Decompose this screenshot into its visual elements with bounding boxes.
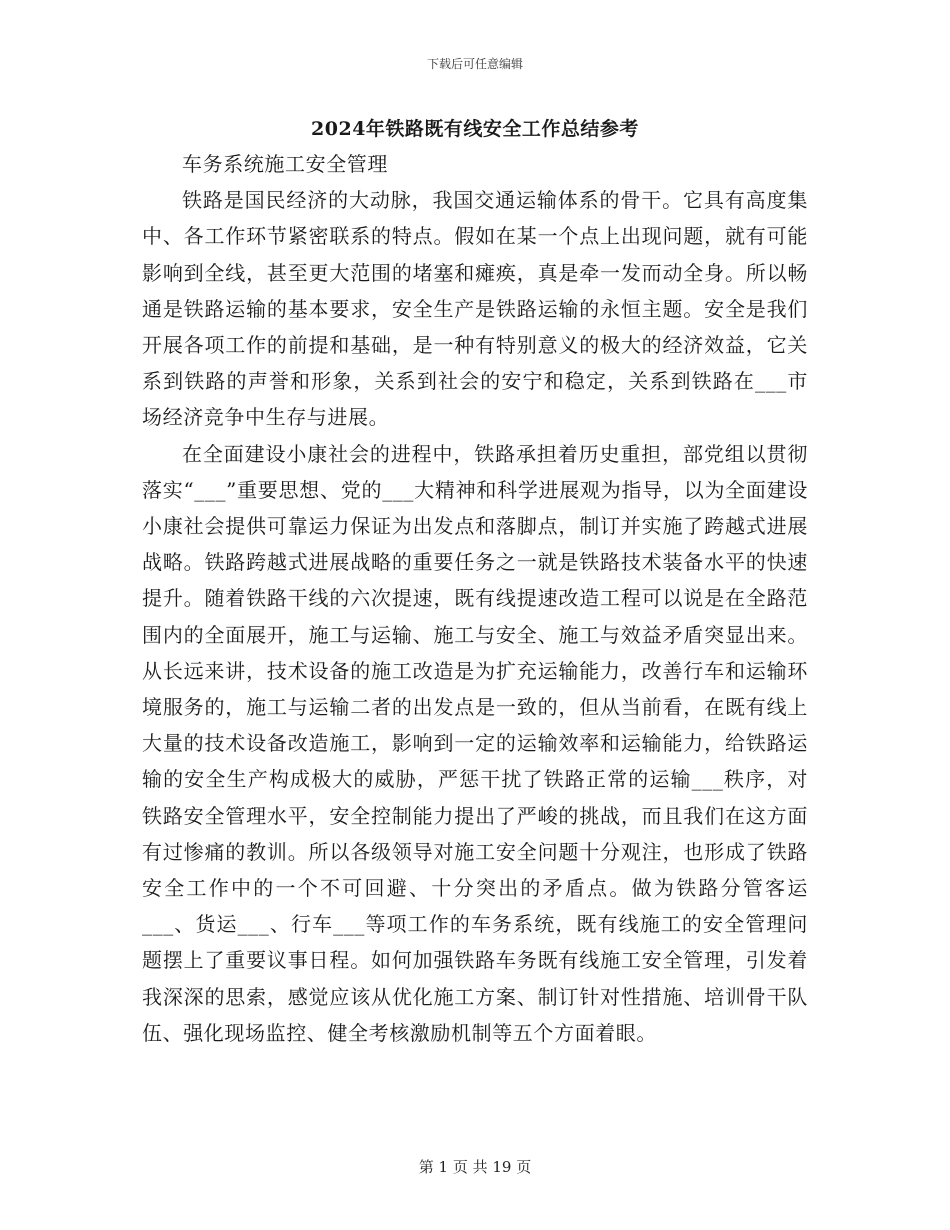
document-body: [142, 146, 808, 1051]
body-paragraph-2: 在全面建设小康社会的进程中，铁路承担着历史重担，部党组以贯彻落实“___”重要思想、党的___大精神和科学进展观为指导，以为全面建设小康社会提供可靠运力保证为出发点和落脚点，制订并实施了跨越式进展战略。铁路跨越式进展战略的重要任务之一就是铁路技术装备水平的快速提升。随着铁路干线的六次提速，既有线提速改造工程可以说是在全路范围内的全面展开，施工与运输、施工与安全、施工与效益矛盾突显出来。从长远来讲，技术设备的施工改造是为扩充运输能力，改善行车和运输环境服务的，施工与运输二者的出发点是一致的，但从当前看，在既有线上大量的技术设备改造施工，影响到一定的运输效率和运输能力，给铁路运输的安全生产构成极大的威胁，严惩干扰了铁路正常的运输___秩序，对铁路安全管理水平，安全控制能力提出了严峻的挑战，而且我们在这方面有过惨痛的教训。所以各级领导对施工安全问题十分观注，也形成了铁路安全工作中的一个不可回避、十分突出的矛盾点。做为铁路分管客运___、货运___、行车___等项工作的车务系统，既有线施工的安全管理问题摆上了重要议事日程。如何加强铁路车务既有线施工安全管理，引发着我深深的思索，感觉应该从优化施工方案、制订针对性措施、培训骨干队伍、强化现场监控、健全考核激励机制等五个方面着眼。: [142, 441, 808, 1045]
page-number: 第 1 页 共 19 页: [418, 1158, 532, 1176]
body-paragraph-1: 铁路是国民经济的大动脉，我国交通运输体系的骨干。它具有高度集中、各工作环节紧密联系的特点。假如在某一个点上出现问题，就有可能影响到全线，甚至更大范围的堵塞和瘫痪，真是牵一发而动全身。所以畅通是铁路运输的基本要求，安全生产是铁路运输的永恒主题。安全是我们开展各项工作的前提和基础，是一种有特别意义的极大的经济效益，它关系到铁路的声誉和形象，关系到社会的安宁和稳定，关系到铁路在___市场经济竞争中生存与进展。: [142, 188, 808, 430]
document-title: 2024年铁路既有线安全工作总结参考: [311, 118, 639, 140]
section-heading: 车务系统施工安全管理: [182, 152, 388, 176]
page-header-note: 下载后可任意编辑: [426, 57, 523, 71]
